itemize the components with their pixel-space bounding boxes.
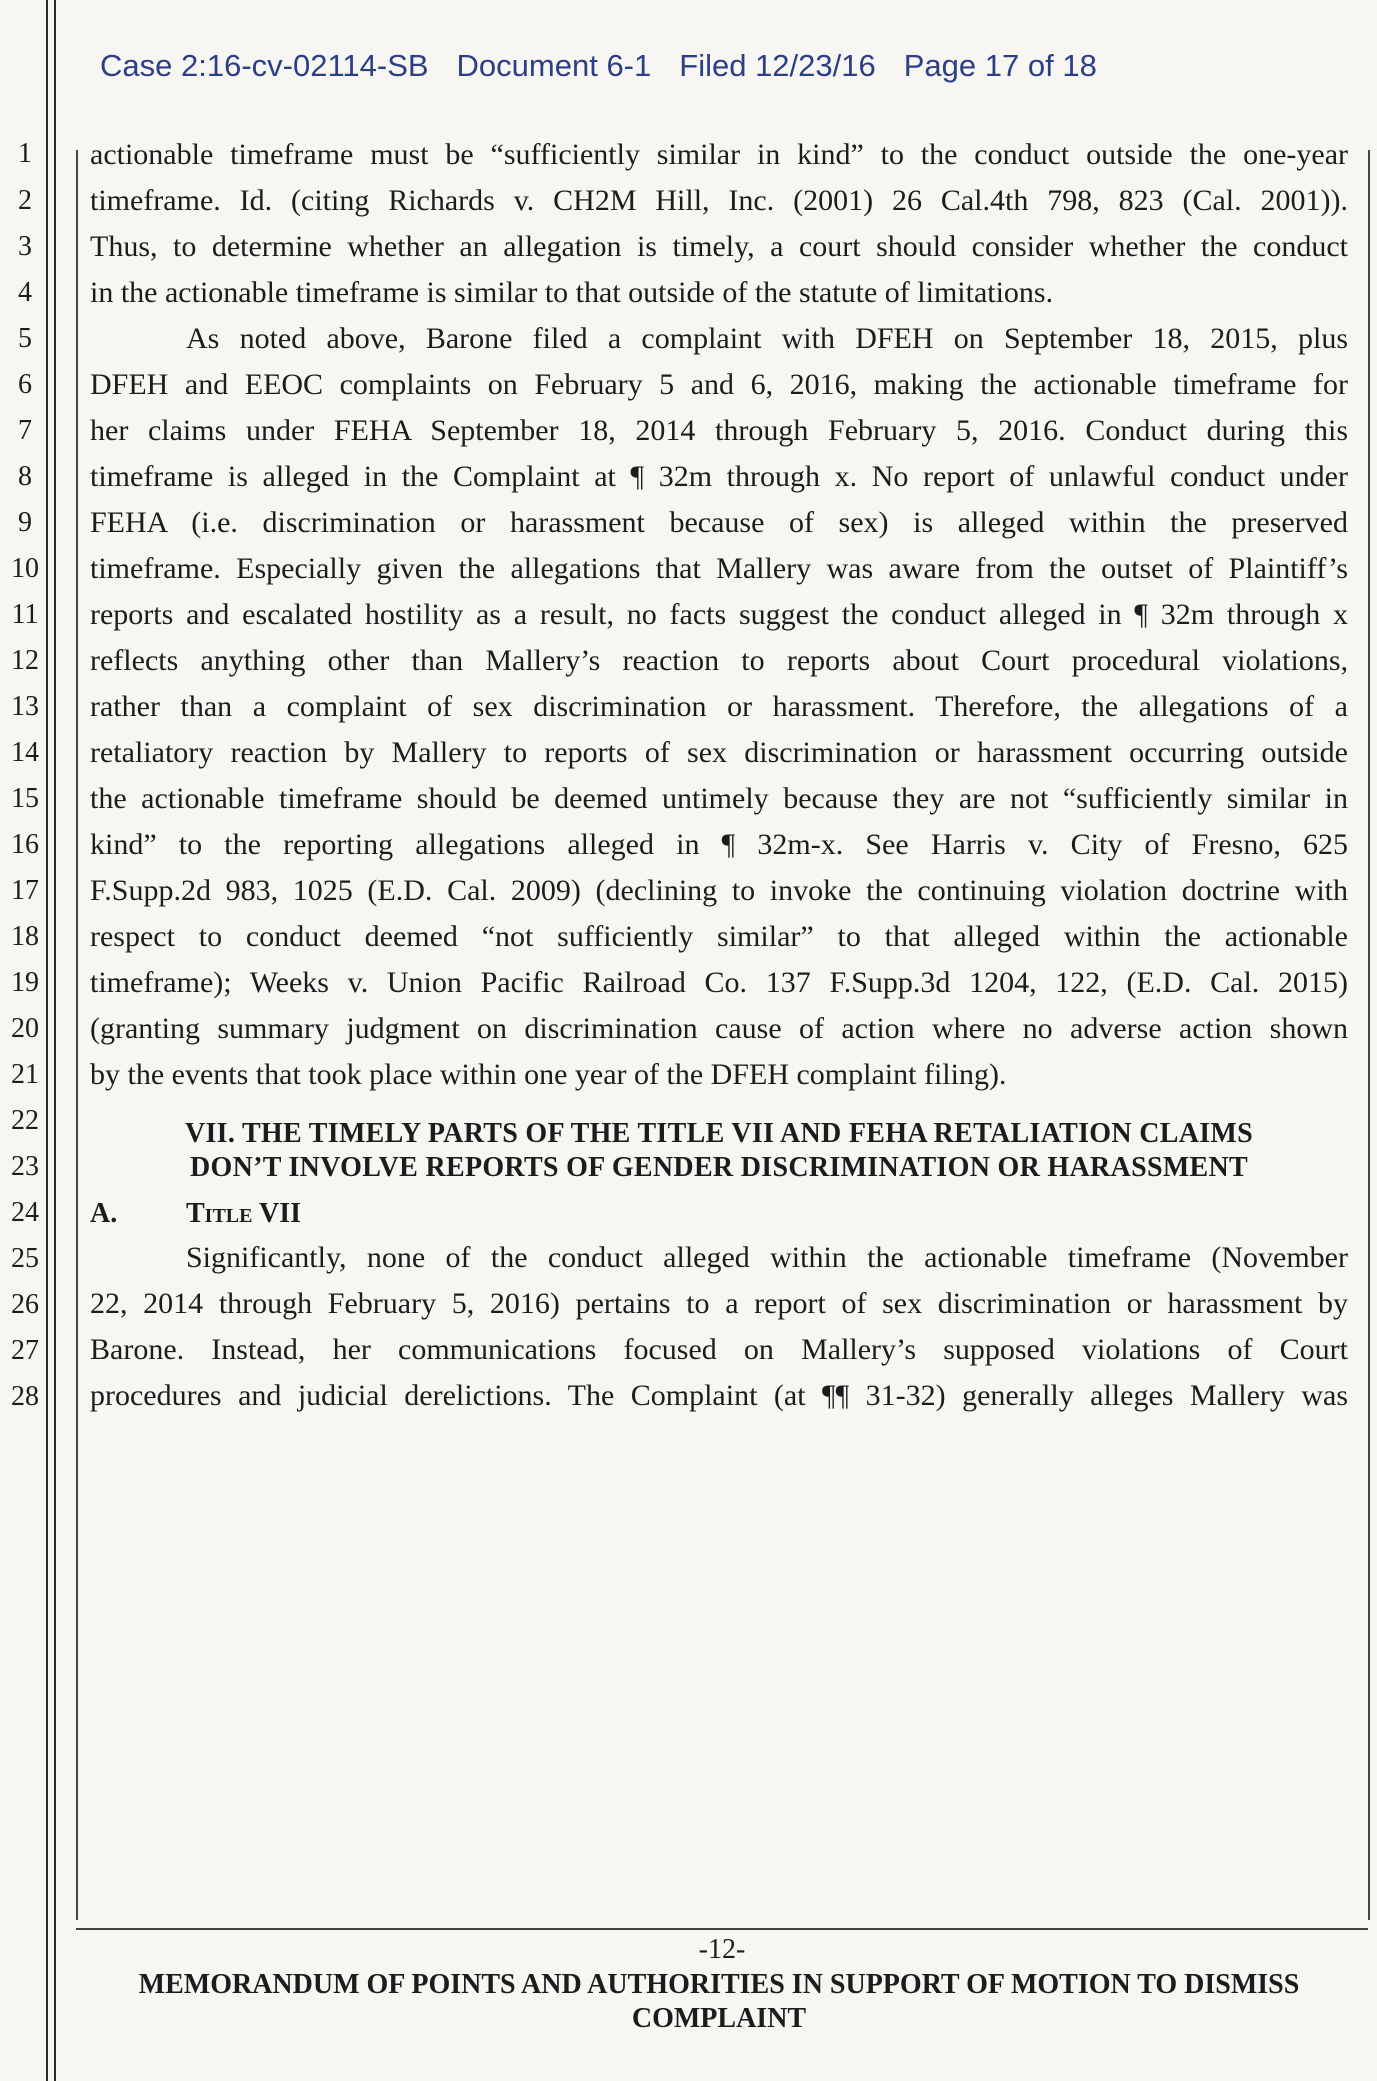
- body-line: reports and escalated hostility as a result, no facts suggest the conduct alleged in ¶ 32m through x: [90, 598, 1348, 631]
- footer-title-line-1: MEMORANDUM OF POINTS AND AUTHORITIES IN SUPPORT OF MOTION TO DISMISS: [138, 1969, 1300, 2000]
- body-line: reflects anything other than Mallery’s reaction to reports about Court procedural violations,: [90, 644, 1348, 677]
- case-number: Case 2:16-cv-02114-SB: [100, 48, 429, 83]
- line-number: 8: [18, 461, 32, 492]
- body-line: F.Supp.2d 983, 1025 (E.D. Cal. 2009) (declining to invoke the continuing violation doctrine with: [90, 874, 1348, 907]
- body-line: (granting summary judgment on discrimination cause of action where no adverse action shown: [90, 1012, 1348, 1045]
- line-number: 7: [18, 415, 32, 446]
- subheading: [90, 1196, 301, 1232]
- section-heading-line-1: VII. THE TIMELY PARTS OF THE TITLE VII AND FEHA RETALIATION CLAIMS: [184, 1118, 1254, 1149]
- body-line: DFEH and EEOC complaints on February 5 and 6, 2016, making the actionable timeframe for: [90, 368, 1348, 401]
- left-margin-rule-inner: [54, 0, 56, 2081]
- line-number: 5: [18, 323, 32, 354]
- line-number: 18: [11, 921, 39, 952]
- body-line: kind” to the reporting allegations alleged in ¶ 32m-x. See Harris v. City of Fresno, 625: [90, 828, 1348, 861]
- body-line: 22, 2014 through February 5, 2016) pertains to a report of sex discrimination or harassment by: [90, 1287, 1348, 1320]
- line-number: 19: [11, 967, 39, 998]
- line-number: 24: [11, 1197, 39, 1228]
- text-left-rule: [76, 150, 78, 1920]
- footer-page-number: -12-: [698, 1934, 746, 1965]
- line-number: 2: [18, 185, 32, 216]
- subheading-letter: A.: [90, 1198, 118, 1229]
- line-number: 21: [11, 1059, 39, 1090]
- footer-title-line-2: COMPLAINT: [631, 2003, 807, 2034]
- body-line: timeframe. Especially given the allegations that Mallery was aware from the outset of Plaintiff’s: [90, 552, 1348, 585]
- line-number: 17: [11, 875, 39, 906]
- body-line: timeframe is alleged in the Complaint at ¶ 32m through x. No report of unlawful conduct under: [90, 460, 1348, 493]
- line-number: 11: [11, 599, 39, 630]
- text-right-rule: [1368, 150, 1370, 1920]
- line-number: 1: [18, 138, 32, 169]
- footer-rule: [76, 1928, 1368, 1930]
- line-number: 10: [11, 553, 39, 584]
- body-line: As noted above, Barone filed a complaint with DFEH on September 18, 2015, plus: [186, 322, 1348, 355]
- body-line: FEHA (i.e. discrimination or harassment because of sex) is alleged within the preserved: [90, 506, 1348, 539]
- line-number: 6: [18, 369, 32, 400]
- line-number: 23: [11, 1151, 39, 1182]
- line-number: 22: [11, 1105, 39, 1136]
- case-header: [100, 48, 1125, 84]
- line-number: 20: [11, 1013, 39, 1044]
- body-line: Barone. Instead, her communications focused on Mallery’s supposed violations of Court: [90, 1333, 1348, 1366]
- body-line: the actionable timeframe should be deemed untimely because they are not “sufficiently similar in: [90, 782, 1348, 815]
- body-line: procedures and judicial derelictions. The Complaint (at ¶¶ 31-32) generally alleges Mallery was: [90, 1379, 1348, 1412]
- line-number: 27: [11, 1335, 39, 1366]
- line-number: 13: [11, 691, 39, 722]
- body-line: respect to conduct deemed “not sufficiently similar” to that alleged within the actionable: [90, 920, 1348, 953]
- body-line: timeframe); Weeks v. Union Pacific Railroad Co. 137 F.Supp.3d 1204, 122, (E.D. Cal. 2015): [90, 966, 1348, 999]
- line-number: 16: [11, 829, 39, 860]
- line-number: 3: [18, 231, 32, 262]
- section-heading-line-2: DON’T INVOLVE REPORTS OF GENDER DISCRIMINATION OR HARASSMENT: [189, 1152, 1249, 1183]
- body-line: in the actionable timeframe is similar to that outside of the statute of limitations.: [90, 276, 1054, 309]
- line-number: 9: [18, 507, 32, 538]
- body-line: rather than a complaint of sex discrimination or harassment. Therefore, the allegations of a: [90, 690, 1348, 723]
- subheading-title: Title VII: [186, 1198, 301, 1229]
- body-line: Thus, to determine whether an allegation is timely, a court should consider whether the conduct: [90, 230, 1348, 263]
- body-line: retaliatory reaction by Mallery to reports of sex discrimination or harassment occurring outside: [90, 736, 1348, 769]
- filed-date: Filed 12/23/16: [679, 48, 876, 83]
- body-line: Significantly, none of the conduct alleged within the actionable timeframe (November: [186, 1241, 1348, 1274]
- body-line: timeframe. Id. (citing Richards v. CH2M Hill, Inc. (2001) 26 Cal.4th 798, 823 (Cal. 2001)).: [90, 184, 1348, 217]
- body-line: actionable timeframe must be “sufficiently similar in kind” to the conduct outside the one-year: [90, 138, 1348, 171]
- document-number: Document 6-1: [456, 48, 652, 83]
- footer-document-title: [90, 1968, 1348, 2036]
- line-number: 25: [11, 1243, 39, 1274]
- line-number: 28: [11, 1381, 39, 1412]
- line-number: 26: [11, 1289, 39, 1320]
- body-line: her claims under FEHA September 18, 2014 through February 5, 2016. Conduct during this: [90, 414, 1348, 447]
- page-count: Page 17 of 18: [903, 48, 1097, 83]
- line-number: 14: [11, 737, 39, 768]
- line-number: 4: [18, 277, 32, 308]
- body-line: by the events that took place within one year of the DFEH complaint filing).: [90, 1058, 1007, 1091]
- line-number: 15: [11, 783, 39, 814]
- line-number: 12: [11, 645, 39, 676]
